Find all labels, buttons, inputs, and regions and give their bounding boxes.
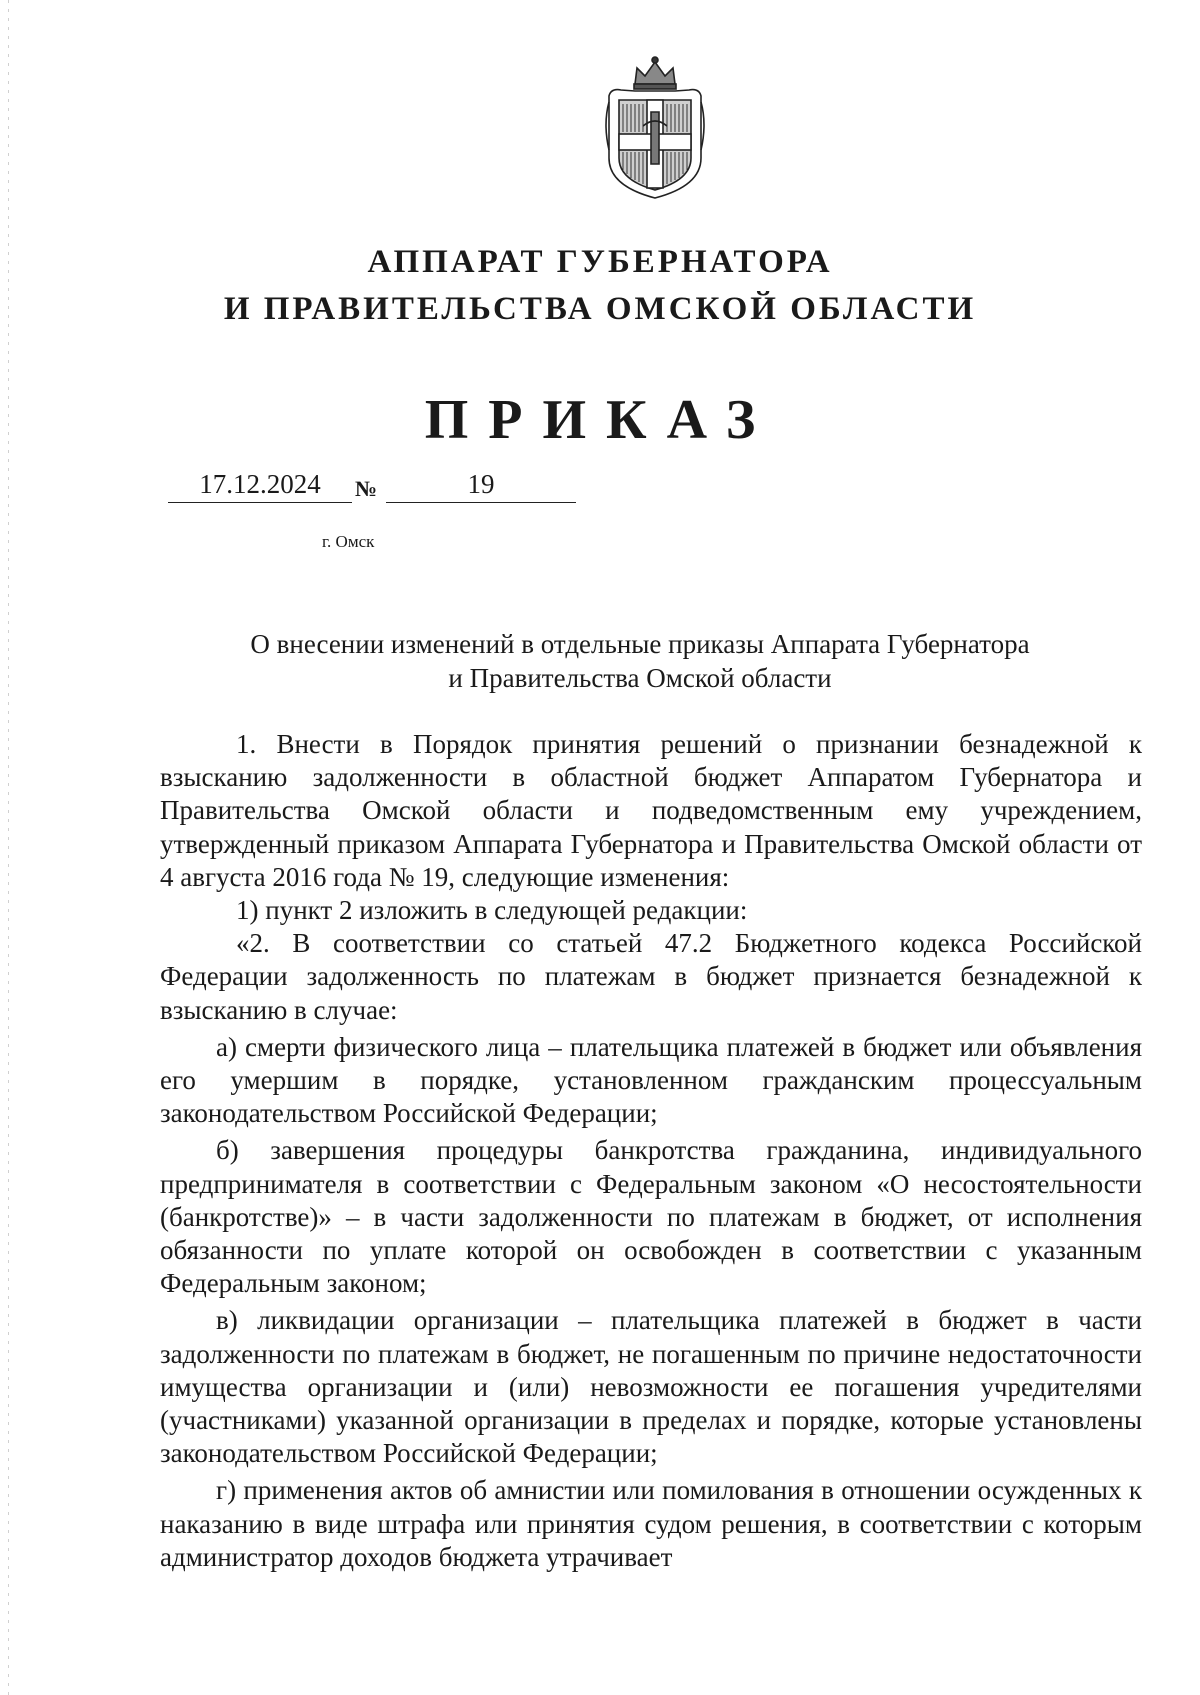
subclause-g: г) применения актов об амнистии или помилования в отношении осужденных к наказанию в виде штрафа или принятия судом решения, в соответствии с которым администратор доходов бюджета утрачивает bbox=[160, 1475, 1142, 1572]
subclause-v: в) ликвидации организации – плательщика платежей в бюджет в части задолженности по платежам в бюджет, не погашенным по причине недостаточности имущества организации и (или) невозможности ее погашения учредителями (участниками) указанной организации в пределах и порядке, которые установлены законодательством Российской Федерации; bbox=[160, 1305, 1142, 1469]
subject-line2: и Правительства Омской области bbox=[448, 663, 832, 693]
subject-line1: О внесении изменений в отдельные приказы Аппарата Губернатора bbox=[250, 629, 1030, 659]
document-body bbox=[160, 728, 1142, 1574]
paragraph-item-1: 1) пункт 2 изложить в следующей редакции: bbox=[236, 895, 748, 926]
paragraph-1: 1. Внести в Порядок принятия решений о признании безнадежной к взысканию задолженности в областной бюджет Аппаратом Губернатора и Правительства Омской области и подведомственным ему учреждением, утвержденный приказом Аппарата Губернатора и Правительства Омской области от 4 августа 2016 года № 19, следующие изменения: bbox=[160, 729, 1142, 892]
organization-title-line1: АППАРАТ ГУБЕРНАТОРА bbox=[367, 244, 833, 280]
document-number: 19 bbox=[386, 466, 576, 503]
coat-of-arms-icon bbox=[601, 54, 709, 202]
number-sign: № bbox=[355, 476, 378, 501]
city-label: г. Омск bbox=[322, 532, 375, 551]
organization-title-line2: И ПРАВИТЕЛЬСТВА ОМСКОЙ ОБЛАСТИ bbox=[223, 291, 977, 327]
document-subject bbox=[160, 627, 1120, 695]
paragraph-clause-2: «2. В соответствии со статьей 47.2 Бюджетного кодекса Российской Федерации задолженность по платежам в бюджет признается безнадежной к взысканию в случае: bbox=[160, 928, 1142, 1025]
subclause-b: б) завершения процедуры банкротства гражданина, индивидуального предпринимателя в соответствии с Федеральным законом «О несостоятельности (банкротстве)» – в части задолженности по платежам в бюджет, от исполнения обязанности по уплате которой он освобожден в соответствии с указанным Федеральным законом; bbox=[160, 1135, 1142, 1299]
document-type-title: ПРИКАЗ bbox=[424, 389, 776, 451]
document-date: 17.12.2024 bbox=[168, 466, 352, 503]
subclause-a: а) смерти физического лица – плательщика платежей в бюджет или объявления его умершим в порядке, установленном гражданским процессуальным законодательством Российской Федерации; bbox=[160, 1031, 1142, 1129]
